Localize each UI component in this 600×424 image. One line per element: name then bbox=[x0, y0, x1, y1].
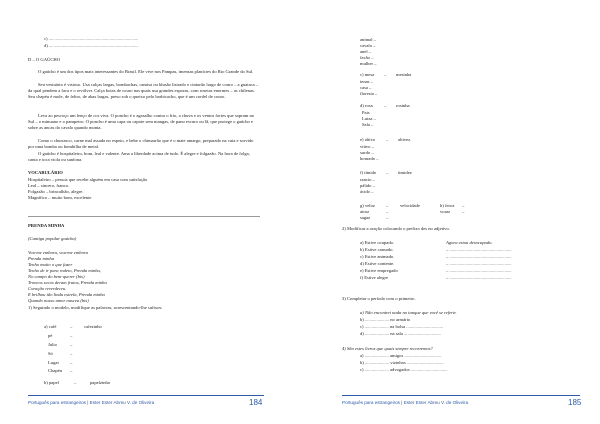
list-item: casa – bbox=[360, 85, 372, 90]
footer-text: Português para estrangeiros | Ester Ester Abreu V. de Oliveira bbox=[28, 400, 155, 405]
ex2-item: c) Estive animado. bbox=[360, 254, 395, 259]
right-page bbox=[300, 0, 600, 424]
ex1-word: a) café bbox=[44, 324, 57, 329]
top-item-c: c) .............................................................................. bbox=[44, 36, 139, 41]
poem-line: Quando nosso amor nasceu (bis) bbox=[28, 298, 89, 303]
list-head: d) rosa bbox=[360, 103, 373, 108]
list-head-model: timidez bbox=[398, 170, 412, 175]
vocab-item: Leal – sincero, franco. bbox=[28, 183, 70, 188]
ex2-item: f) Estive alegre bbox=[360, 275, 389, 280]
section-title: D – O GAÚCHO bbox=[28, 57, 61, 62]
list-item: ácido – bbox=[360, 189, 374, 194]
exercise-1: 1) Seguindo o modelo, modifique as palavras, acrescentando-lhe sufixos: bbox=[28, 305, 163, 310]
list-item: floresta – bbox=[360, 91, 378, 96]
ex2-answer: – ...................................................... bbox=[446, 254, 512, 259]
list-item: sagaz bbox=[360, 215, 371, 220]
ex1-word: pé bbox=[48, 333, 53, 338]
poem-line: Coração reverdeceu. bbox=[28, 286, 67, 291]
ex1-dash: – bbox=[70, 333, 73, 338]
footer-text: Português para estrangeiros | Ester Ester Abreu V. de Oliveira bbox=[342, 400, 469, 405]
ex2-item: d) Estive contente. bbox=[360, 261, 395, 266]
ex3-item: c) ..................... na bolsa ................................ bbox=[360, 324, 444, 329]
ex2-item: a) Estive ocupado. bbox=[360, 240, 395, 245]
ex2-answer: – ...................................................... bbox=[446, 247, 512, 252]
ex3-item: b) ..................... no armário bbox=[360, 317, 411, 322]
list-item-dash: – bbox=[386, 215, 389, 220]
ex2-answer: – ...................................................... bbox=[446, 261, 512, 266]
page-number: 184 bbox=[249, 398, 263, 407]
list-item: Luiza – bbox=[362, 116, 376, 121]
ex1-word: Lugar bbox=[48, 360, 59, 365]
list-head-dash: – bbox=[462, 203, 465, 208]
ex1-dash: – bbox=[74, 380, 77, 385]
list-item: rancio – bbox=[360, 177, 375, 182]
list-item: anel – bbox=[360, 49, 372, 54]
list-head: g) veloz bbox=[360, 203, 375, 208]
ex4-item: c) ..................... advogados ................................ bbox=[360, 367, 448, 372]
list-item: facão – bbox=[360, 55, 374, 60]
ex2-answer: – ...................................................... bbox=[446, 275, 512, 280]
list-head: h) feroz bbox=[440, 203, 455, 208]
top-item-d: d) .............................................................................. bbox=[44, 43, 139, 48]
vocab-item: Magnífico – muito bom, excelente bbox=[28, 195, 92, 200]
ex1-dash: – bbox=[70, 360, 73, 365]
list-item: voraz bbox=[440, 209, 451, 214]
divider bbox=[28, 216, 260, 217]
list-item: mulher – bbox=[360, 61, 377, 66]
paragraph-5: O gaúcho é hospitaleiro, bom, leal e valente. Ama a liberdade acima de tudo. É alegre e folgazão. Na hora de folga, canta e toca viola ou sanfona. bbox=[28, 151, 250, 163]
list-item-dash: – bbox=[462, 209, 465, 214]
page-number: 185 bbox=[568, 398, 582, 407]
ex1-dash: – bbox=[70, 342, 73, 347]
list-item: surdo – bbox=[360, 150, 374, 155]
ex2-answer: – ...................................................... bbox=[446, 268, 512, 273]
ex3-item: a) Não encontrei nada no tanque que você se referir. bbox=[360, 310, 457, 315]
ex1-dash: – bbox=[70, 351, 73, 356]
ex1-word: Julio bbox=[48, 342, 57, 347]
poem-line: Tenho de ir para rodeio, Prenda minha, bbox=[28, 268, 101, 273]
list-head: c) mesa bbox=[360, 72, 375, 77]
list-head-dash: – bbox=[386, 170, 389, 175]
list-head: e) altivo bbox=[360, 137, 376, 142]
poem-subtitle: (Cantiga popular gaúcha) bbox=[28, 236, 77, 241]
list-item-dash: – bbox=[386, 209, 389, 214]
list-head-model: mesinha bbox=[396, 72, 412, 77]
list-item: honrado – bbox=[360, 156, 379, 161]
list-item: atroz bbox=[360, 209, 370, 214]
footer-line bbox=[342, 395, 580, 396]
list-item: Sala – bbox=[362, 122, 374, 127]
list-item: tenas – bbox=[360, 79, 373, 84]
ex3-item: d) ..................... na sala ................................ bbox=[360, 331, 441, 336]
ex1-word: Só bbox=[48, 351, 53, 356]
exercise-2: 2) Modificar a oração colocando o prefixo des no adjetivo. bbox=[342, 226, 450, 231]
poem-line: No campo do bem-querer (bis) bbox=[28, 274, 85, 279]
list-head-dash: – bbox=[386, 203, 389, 208]
poem-line: E brilhou tão linda estrela, Prenda minha bbox=[28, 292, 105, 297]
ex2-item: e) Estive empregado bbox=[360, 268, 398, 273]
exercise-4: 4) São estes livros que quais sempre recorremos? bbox=[342, 346, 433, 351]
list-head-model: rosinha bbox=[396, 103, 410, 108]
list-head-model: altivez bbox=[398, 137, 411, 142]
poem-line: Prenda minha bbox=[28, 256, 54, 261]
ex1b-model: papelzinho bbox=[90, 380, 111, 385]
list-head-model: velocidade bbox=[400, 203, 420, 208]
exercise-3: 3) Completar o período com o primeiro. bbox=[342, 296, 416, 301]
list-item: pálido – bbox=[360, 183, 375, 188]
list-head: f) tímido bbox=[360, 170, 377, 175]
poem-line: Tenho muito o que fazer bbox=[28, 262, 73, 267]
ex4-item: b) ..................... vizinhos ................................ bbox=[360, 360, 444, 365]
poem-line: Vou-me embora, vou-me embora bbox=[28, 250, 88, 255]
ex2-item: b) Estive cansado. bbox=[360, 247, 394, 252]
ex2-answer: Agora estou desocupado. bbox=[446, 240, 493, 245]
vocab-item: Folgazão – brincalhão, alegre. bbox=[28, 189, 84, 194]
poem-line: Troncos secos deram frutos, Prenda minha bbox=[28, 280, 107, 285]
paragraph-3: Leva ao pescoço um lenço de cor viva. O poncho é o agasalho contra o frio, a chuva e os ventos fortes que sopram no Sul – o minuano e o pampeiro. O poncho é uma capa ou capote sem mangas, de pano escuro ou lã, que protege o gaúcho e sobre as ancas do cavalo quando monta. bbox=[28, 113, 255, 131]
list-item: animal – bbox=[360, 37, 376, 42]
ex1-model: cafezinho bbox=[84, 324, 102, 329]
list-item: Pais bbox=[362, 110, 370, 115]
ex1-word: Chapéu bbox=[48, 368, 63, 373]
poem-title: PRENDA MINHA bbox=[28, 223, 65, 228]
vocab-item: Hospitaleiro – pessoa que recebe alguém em casa com satisfação bbox=[28, 177, 148, 182]
ex1-dash: – bbox=[70, 324, 73, 329]
list-head-dash: – bbox=[384, 72, 387, 77]
paragraph-1: O gaúcho é um dos tipos mais interessantes do Brasil. Ele vive nos Pampas, imensas planícies do Rio Grande do Sul. bbox=[38, 69, 254, 74]
list-head-dash: – bbox=[386, 137, 389, 142]
list-head-dash: – bbox=[384, 103, 387, 108]
list-item: cavalo – bbox=[360, 43, 376, 48]
footer-line bbox=[28, 395, 264, 396]
ex1-dash: – bbox=[70, 368, 73, 373]
ex4-item: a) ..................... amigos ................................ bbox=[360, 353, 442, 358]
paragraph-4: Como o churrasco, carne mal assada no espeto, e bebe o chimarrão que é o mate amargo, preparado na cuia e sorvido por uma bomba ou bombilha de metal. bbox=[28, 138, 254, 150]
paragraph-2: Seu vestuário é vistoso. Usa calças largas, bombachas, camisa ou blusão listrado e cinturão largo de couro – a guaiaca – da qual pendem a faca e o revólver. Calça botas de couro nas quais usa grandes esporas, com rosetas enormes – as chilenas. Seu chapéu é mole, de feltro, de abas largas, preso sob o queixo pelo barbicacho, que é um cordel de couro. bbox=[28, 82, 259, 100]
list-item: viúvo – bbox=[360, 144, 374, 149]
ex1b-word: b) papel bbox=[44, 380, 59, 385]
vocab-title: VOCABULÁRIO bbox=[28, 170, 63, 175]
